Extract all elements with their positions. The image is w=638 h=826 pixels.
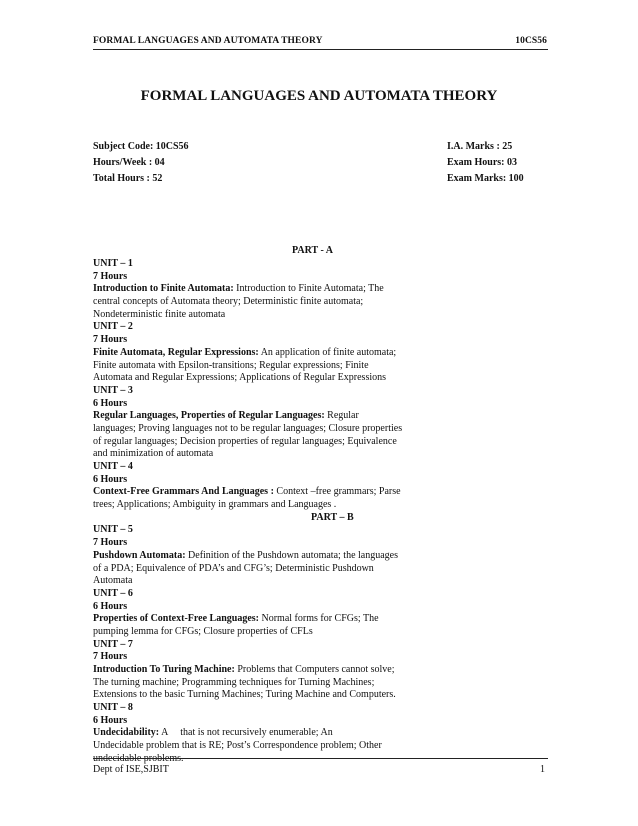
- unit-topic-title: Finite Automata, Regular Expressions:: [93, 346, 259, 358]
- unit-description-line: [93, 689, 438, 702]
- running-header-code: 10CS56: [515, 36, 547, 46]
- unit-description-line: [93, 486, 438, 499]
- unit-topic-text: of regular languages; Decision properties of regular languages; Equivalence: [93, 435, 397, 447]
- document-title: FORMAL LANGUAGES AND AUTOMATA THEORY: [140, 88, 498, 104]
- unit-heading: UNIT – 5: [93, 524, 133, 536]
- unit-description-line: [93, 499, 438, 512]
- ia-marks: I.A. Marks : 25: [447, 141, 513, 152]
- unit-topic-text: languages; Proving languages not to be regular languages; Closure properties: [93, 422, 403, 434]
- unit-description-line: [93, 347, 438, 360]
- exam-hours: Exam Hours: 03: [447, 157, 517, 168]
- unit-description-line: [93, 372, 438, 385]
- unit-hours: 7 Hours: [93, 270, 128, 282]
- unit-description-line: [93, 740, 438, 753]
- unit-description-line: [93, 727, 438, 740]
- unit-block: [93, 461, 438, 512]
- unit-heading: UNIT – 7: [93, 638, 133, 650]
- unit-topic-text: undecidable problems.: [93, 752, 184, 764]
- unit-description-line: [93, 563, 438, 576]
- unit-topic-text: Automata: [93, 575, 133, 587]
- unit-topic-text: Undecidable problem that is RE; Post’s Correspondence problem; Other: [93, 740, 382, 752]
- unit-topic-title: Introduction to Finite Automata:: [93, 283, 234, 295]
- unit-block: [93, 639, 438, 702]
- unit-heading: UNIT – 8: [93, 702, 133, 714]
- unit-heading: UNIT – 1: [93, 258, 133, 269]
- unit-topic-text: Automata and Regular Expressions; Applications of Regular Expressions: [93, 372, 387, 384]
- syllabus-units: [93, 258, 438, 766]
- unit-heading: UNIT – 6: [93, 587, 133, 599]
- unit-topic-title: Regular Languages, Properties of Regular Languages:: [93, 410, 325, 422]
- unit-description-line: [93, 360, 438, 373]
- unit-heading: UNIT – 3: [93, 384, 133, 396]
- unit-hours: 7 Hours: [93, 537, 128, 549]
- unit-hours: 6 Hours: [93, 473, 128, 485]
- unit-topic-text: Regular: [324, 410, 359, 422]
- unit-description-line: [93, 283, 438, 296]
- unit-block: [93, 524, 438, 587]
- footer-dept: Dept of ISE,SJBIT: [93, 764, 169, 775]
- unit-heading: UNIT – 4: [93, 461, 133, 472]
- unit-topic-text: Nondeterministic finite automata: [93, 308, 226, 320]
- subject-code: Subject Code: 10CS56: [93, 141, 189, 152]
- unit-hours: 6 Hours: [93, 714, 128, 726]
- unit-topic-text: pumping lemma for CFGs; Closure properties of CFLs: [93, 625, 313, 637]
- unit-block: [93, 702, 438, 765]
- unit-topic-text: trees; Applications; Ambiguity in grammars and Languages .: [93, 499, 337, 511]
- unit-topic-text: Definition of the Pushdown automata; the languages: [185, 549, 398, 561]
- unit-description-line: [93, 410, 438, 423]
- unit-description-line: [93, 575, 438, 588]
- unit-topic-text: Extensions to the basic Turning Machines; Turing Machine and Computers.: [93, 689, 396, 701]
- unit-topic-text: The turning machine; Programming techniques for Turning Machines;: [93, 676, 375, 688]
- unit-topic-text: Finite automata with Epsilon-transitions; Regular expressions; Finite: [93, 359, 369, 371]
- unit-block: [93, 258, 438, 321]
- part-a-heading: PART - A: [292, 245, 333, 256]
- unit-description-line: [93, 448, 438, 461]
- unit-block: [93, 321, 438, 384]
- page-number: 1: [540, 764, 545, 775]
- unit-description-line: [93, 296, 438, 309]
- unit-block: [93, 588, 438, 639]
- unit-topic-title: Context-Free Grammars And Languages :: [93, 486, 274, 498]
- header-rule: [93, 49, 548, 50]
- unit-hours: 7 Hours: [93, 334, 128, 346]
- unit-topic-title: Introduction To Turing Machine:: [93, 664, 235, 675]
- unit-description-line: [93, 613, 438, 626]
- unit-topic-title: Undecidability:: [93, 727, 160, 739]
- unit-description-line: [93, 677, 438, 690]
- unit-topic-text: Introduction to Finite Automata; The: [233, 283, 384, 295]
- unit-block: [93, 385, 438, 461]
- unit-description-line: [93, 309, 438, 322]
- unit-topic-text: An application of finite automata;: [258, 346, 397, 358]
- unit-topic-text: Problems that Computers cannot solve;: [234, 664, 395, 675]
- hours-per-week: Hours/Week : 04: [93, 157, 165, 168]
- unit-topic-title: Pushdown Automata:: [93, 549, 186, 561]
- part-b-heading: PART – B: [311, 511, 354, 523]
- meta-left: [93, 139, 189, 187]
- unit-topic-text: and minimization of automata: [93, 448, 214, 460]
- unit-description-line: [93, 664, 438, 677]
- unit-description-line: [93, 436, 438, 449]
- unit-description-line: [93, 423, 438, 436]
- running-header-title: FORMAL LANGUAGES AND AUTOMATA THEORY: [93, 36, 323, 46]
- unit-hours: 6 Hours: [93, 600, 128, 612]
- unit-description-line: [93, 626, 438, 639]
- unit-heading: UNIT – 2: [93, 321, 133, 333]
- exam-marks: Exam Marks: 100: [447, 173, 524, 184]
- unit-description-line: [93, 550, 438, 563]
- unit-topic-text: of a PDA; Equivalence of PDA’s and CFG’s; Deterministic Pushdown: [93, 562, 374, 574]
- unit-hours: 7 Hours: [93, 651, 128, 663]
- total-hours: Total Hours : 52: [93, 173, 163, 184]
- unit-hours: 6 Hours: [93, 397, 128, 409]
- unit-topic-title: Properties of Context-Free Languages:: [93, 613, 259, 625]
- unit-topic-text: central concepts of Automata theory; Deterministic finite automata;: [93, 296, 364, 308]
- unit-topic-text: Context –free grammars; Parse: [273, 486, 401, 498]
- footer-rule: [93, 758, 548, 759]
- unit-topic-text: Normal forms for CFGs; The: [258, 613, 379, 625]
- unit-topic-text: A that is not recursively enumerable; An: [159, 727, 333, 739]
- meta-right: [447, 139, 524, 187]
